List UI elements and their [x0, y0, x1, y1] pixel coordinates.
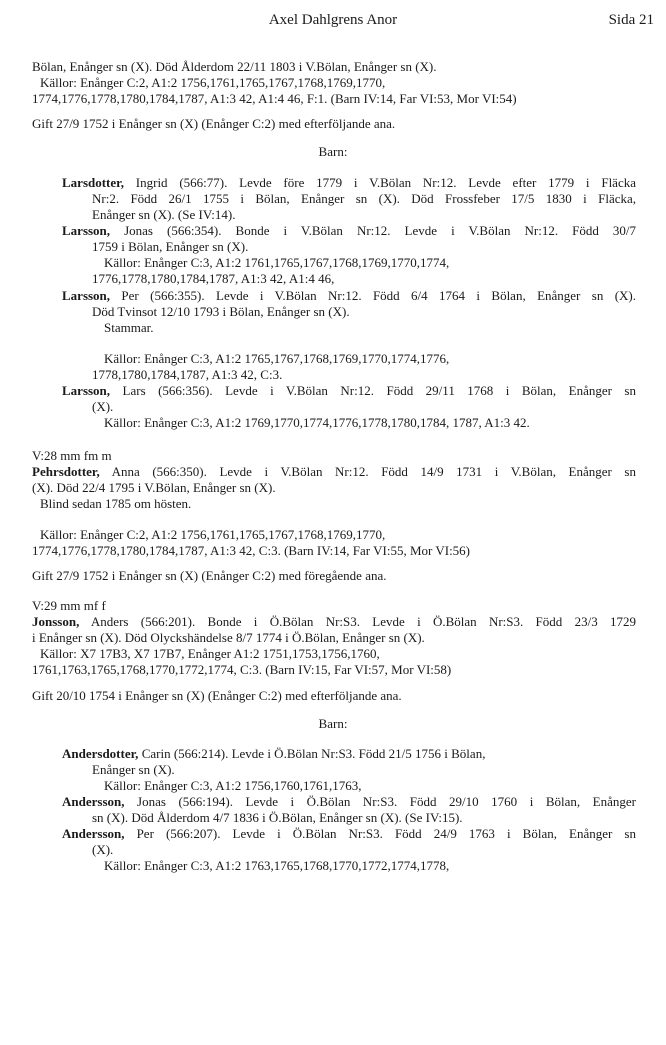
- person-surname: Pehrsdotter,: [32, 464, 100, 479]
- person-entry: [32, 614, 636, 630]
- person-entry: [62, 223, 636, 239]
- person-surname: Larsdotter,: [62, 175, 124, 190]
- person-entry: [62, 746, 485, 762]
- text-line: Stammar.: [104, 320, 154, 335]
- text-line: (X).: [92, 842, 114, 857]
- sources-line: Källor: Enånger C:2, A1:2 1756,1761,1765,1767,1768,1769,1770,: [40, 75, 386, 90]
- text-line: V:29 mm mf f: [32, 598, 106, 613]
- person-details: Per (566:355). Levde i V.Bölan Nr:12. Född 6/4 1764 i Bölan, Enånger sn (X).: [110, 288, 636, 303]
- person-surname: Andersson,: [62, 794, 125, 809]
- text-line: Blind sedan 1785 om hösten.: [40, 496, 192, 511]
- sources-line: Källor: Enånger C:3, A1:2 1761,1765,1767,1768,1769,1770,1774,: [104, 255, 450, 270]
- sources-line: Källor: X7 17B3, X7 17B7, Enånger A1:2 1751,1753,1756,1760,: [40, 646, 380, 661]
- text-line: Gift 27/9 1752 i Enånger sn (X) (Enånger C:2) med föregående ana.: [32, 568, 387, 583]
- person-surname: Andersdotter,: [62, 746, 139, 761]
- person-details: Anders (566:201). Bonde i Ö.Bölan Nr:S3. Levde i Ö.Bölan Nr:S3. Född 23/3 1729: [79, 614, 636, 629]
- person-surname: Larsson,: [62, 223, 111, 238]
- children-heading: Barn:: [318, 716, 348, 731]
- sources-line: Källor: Enånger C:3, A1:2 1756,1760,1761,1763,: [104, 778, 362, 793]
- text-line: (X).: [92, 399, 114, 414]
- page-title: Axel Dahlgrens Anor: [268, 12, 398, 28]
- page-number: Sida 21: [608, 12, 654, 28]
- sources-line: Källor: Enånger C:3, A1:2 1769,1770,1774,1776,1778,1780,1784, 1787, A1:3 42.: [104, 415, 530, 430]
- children-heading: Barn:: [318, 144, 348, 159]
- text-line: Enånger sn (X).: [92, 762, 175, 777]
- sources-line: Källor: Enånger C:3, A1:2 1765,1767,1768,1769,1770,1774,1776,: [104, 351, 450, 366]
- text-line: Död Tvinsot 12/10 1793 i Bölan, Enånger sn (X).: [92, 304, 350, 319]
- sources-line: Källor: Enånger C:2, A1:2 1756,1761,1765,1767,1768,1769,1770,: [40, 527, 386, 542]
- text-line: Gift 20/10 1754 i Enånger sn (X) (Enånger C:2) med efterföljande ana.: [32, 688, 402, 703]
- text-line: (X). Död 22/4 1795 i V.Bölan, Enånger sn (X).: [32, 480, 276, 495]
- person-surname: Larsson,: [62, 383, 111, 398]
- text-line: 1776,1778,1780,1784,1787, A1:3 42, A1:4 46,: [92, 271, 335, 286]
- person-entry: [62, 826, 636, 842]
- text-line: 1778,1780,1784,1787, A1:3 42, C:3.: [92, 367, 283, 382]
- person-details: Anna (566:350). Levde i V.Bölan Nr:12. Född 14/9 1731 i V.Bölan, Enånger sn: [99, 464, 636, 479]
- text-line: 1761,1763,1765,1768,1770,1772,1774, C:3. (Barn IV:15, Far VI:57, Mor VI:58): [32, 662, 452, 677]
- text-line: Nr:2. Född 26/1 1755 i Bölan, Enånger sn (X). Död Frossfeber 17/5 1830 i Fläcka,: [92, 191, 636, 206]
- person-details: Ingrid (566:77). Levde före 1779 i V.Bölan Nr:12. Levde efter 1779 i Fläcka: [124, 175, 636, 190]
- text-line: V:28 mm fm m: [32, 448, 112, 463]
- text-line: 1774,1776,1778,1780,1784,1787, A1:3 42, A1:4 46, F:1. (Barn IV:14, Far VI:53, Mor VI:54): [32, 91, 517, 106]
- text-line: i Enånger sn (X). Död Olyckshändelse 8/7 1774 i Ö.Bölan, Enånger sn (X).: [32, 630, 425, 645]
- person-details: Carin (566:214). Levde i Ö.Bölan Nr:S3. Född 21/5 1756 i Bölan,: [138, 746, 486, 761]
- person-entry: [62, 175, 636, 191]
- text-line: 1759 i Bölan, Enånger sn (X).: [92, 239, 249, 254]
- person-details: Jonas (566:194). Levde i Ö.Bölan Nr:S3. Född 29/10 1760 i Bölan, Enånger: [124, 794, 636, 809]
- person-details: Per (566:207). Levde i Ö.Bölan Nr:S3. Född 24/9 1763 i Bölan, Enånger sn: [124, 826, 636, 841]
- person-surname: Jonsson,: [32, 614, 80, 629]
- person-surname: Andersson,: [62, 826, 125, 841]
- text-line: Gift 27/9 1752 i Enånger sn (X) (Enånger C:2) med efterföljande ana.: [32, 116, 396, 131]
- person-entry: [62, 383, 636, 399]
- text-line: sn (X). Död Ålderdom 4/7 1836 i Ö.Bölan, Enånger sn (X). (Se IV:15).: [92, 810, 463, 825]
- text-line: Bölan, Enånger sn (X). Död Ålderdom 22/11 1803 i V.Bölan, Enånger sn (X).: [32, 59, 437, 74]
- person-entry: [32, 464, 636, 480]
- person-entry: [62, 794, 636, 810]
- text-line: Enånger sn (X). (Se IV:14).: [92, 207, 236, 222]
- text-line: 1774,1776,1778,1780,1784,1787, A1:3 42, C:3. (Barn IV:14, Far VI:55, Mor VI:56): [32, 543, 471, 558]
- person-entry: [62, 288, 636, 304]
- sources-line: Källor: Enånger C:3, A1:2 1763,1765,1768,1770,1772,1774,1778,: [104, 858, 450, 873]
- person-details: Jonas (566:354). Bonde i V.Bölan Nr:12. Levde i V.Bölan Nr:12. Född 30/7: [110, 223, 636, 238]
- person-details: Lars (566:356). Levde i V.Bölan Nr:12. Född 29/11 1768 i Bölan, Enånger sn: [110, 383, 636, 398]
- person-surname: Larsson,: [62, 288, 111, 303]
